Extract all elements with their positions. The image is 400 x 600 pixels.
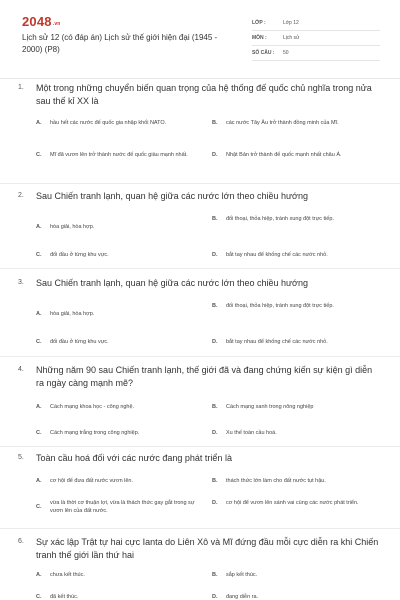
option-b[interactable] bbox=[212, 477, 382, 485]
option-text: đối thoại, thỏa hiệp, tránh xung đột trực tiếp. bbox=[226, 302, 334, 309]
option-a[interactable] bbox=[36, 310, 206, 318]
option-text: Nhật Bản trở thành đế quốc mạnh nhất châu Á. bbox=[226, 152, 342, 158]
option-text: chưa kết thúc. bbox=[50, 572, 85, 578]
meta-row-count bbox=[252, 46, 380, 61]
question-number: 1. bbox=[18, 84, 24, 91]
option-text: sắp kết thúc. bbox=[226, 572, 258, 578]
option-letter: C. bbox=[36, 152, 42, 158]
option-b[interactable] bbox=[212, 571, 382, 579]
question-divider bbox=[0, 356, 400, 357]
document-meta bbox=[252, 16, 380, 61]
option-text: hầu hết các nước đế quốc gia nhập khối NATO. bbox=[50, 120, 167, 126]
question-text: Một trong những chuyển biến quan trọng của hệ thống đế quốc chủ nghĩa trong nửa sau thế kỉ XX là bbox=[36, 83, 372, 106]
option-letter: A. bbox=[36, 120, 42, 126]
option-text: hòa giải, hòa hợp. bbox=[50, 223, 95, 230]
option-d[interactable] bbox=[212, 251, 382, 259]
option-text: cơ hội để đưa đất nước vươn lên. bbox=[50, 477, 134, 484]
logo-main: 2048 bbox=[22, 14, 52, 29]
option-text: hòa giải, hòa hợp. bbox=[50, 310, 95, 317]
option-c[interactable] bbox=[36, 429, 206, 437]
option-text: đối đầu ở từng khu vực. bbox=[50, 338, 109, 345]
option-c[interactable] bbox=[36, 593, 206, 600]
option-a[interactable] bbox=[36, 477, 206, 485]
option-letter: D. bbox=[212, 430, 218, 436]
question-number: 5. bbox=[18, 454, 24, 461]
option-text: đang diễn ra. bbox=[226, 594, 259, 600]
option-b[interactable] bbox=[212, 403, 382, 411]
option-text: Cách mạng trắng trong công nghiệp. bbox=[50, 430, 140, 436]
option-letter: B. bbox=[212, 404, 218, 410]
option-letter: D. bbox=[212, 594, 218, 600]
meta-row-subject bbox=[252, 31, 380, 46]
option-letter: A. bbox=[36, 310, 42, 317]
option-text: cơ hội để vươn lên sánh vai cùng các nước phát triển. bbox=[226, 499, 359, 506]
option-letter: C. bbox=[36, 594, 42, 600]
option-a[interactable] bbox=[36, 571, 206, 579]
question-text: Toàn cầu hoá đối với các nước đang phát triển là bbox=[36, 453, 232, 463]
header-divider bbox=[0, 78, 400, 79]
option-text: Mĩ đã vươn lên trở thành nước đế quốc giàu mạnh nhất. bbox=[50, 152, 188, 158]
meta-label: SỐ CÂU : bbox=[252, 50, 275, 56]
question-number: 4. bbox=[18, 366, 24, 373]
option-letter: D. bbox=[212, 251, 218, 258]
option-text: Xu thế toàn cầu hoá. bbox=[226, 430, 277, 436]
option-d[interactable] bbox=[212, 338, 382, 346]
option-text: vừa là thời cơ thuận lợi, vừa là thách thức gay gắt trong sự vươn lên của đất nước. bbox=[50, 499, 195, 514]
option-letter: C. bbox=[36, 430, 42, 436]
option-c[interactable] bbox=[36, 338, 206, 346]
option-letter: B. bbox=[212, 302, 218, 309]
question-number: 2. bbox=[18, 192, 24, 199]
option-letter: B. bbox=[212, 120, 218, 126]
option-text: các nước Tây Âu trở thành đồng minh của Mĩ. bbox=[226, 120, 339, 126]
meta-label: MÔN : bbox=[252, 35, 267, 41]
option-b[interactable] bbox=[212, 302, 382, 310]
option-d[interactable] bbox=[212, 593, 382, 600]
option-text: Cách mạng xanh trong nông nghiệp bbox=[226, 404, 314, 410]
option-text: Cách mạng khoa học - công nghệ. bbox=[50, 404, 135, 410]
option-b[interactable] bbox=[212, 215, 382, 223]
question-number: 3. bbox=[18, 279, 24, 286]
question-6 bbox=[18, 536, 382, 600]
question-text: Sau Chiến tranh lạnh, quan hệ giữa các nước lớn theo chiều hướng bbox=[36, 278, 308, 288]
option-a[interactable] bbox=[36, 119, 206, 127]
question-text: Sự xác lập Trật tự hai cực Ianta do Liên Xô và Mĩ đứng đầu mỗi cực diễn ra khi Chiến tranh thế giới lần thứ hai bbox=[36, 537, 379, 560]
option-letter: A. bbox=[36, 404, 42, 410]
meta-value: Lịch sử bbox=[283, 35, 300, 41]
option-text: bắt tay nhau để khống chế các nước nhỏ. bbox=[226, 338, 328, 345]
meta-label: LỚP : bbox=[252, 20, 266, 26]
document-title: Lịch sử 12 (có đáp án) Lịch sử thế giới hiện đại (1945 - 2000) (P8) bbox=[22, 33, 218, 54]
option-letter: D. bbox=[212, 152, 218, 158]
question-divider bbox=[0, 446, 400, 447]
question-text: Sau Chiến tranh lạnh, quan hệ giữa các nước lớn theo chiều hướng bbox=[36, 191, 308, 201]
option-c[interactable] bbox=[36, 251, 206, 259]
option-letter: B. bbox=[212, 572, 218, 578]
option-letter: A. bbox=[36, 477, 42, 484]
meta-row-class bbox=[252, 16, 380, 31]
option-c[interactable] bbox=[36, 151, 206, 159]
document-header bbox=[0, 0, 400, 78]
option-a[interactable] bbox=[36, 403, 206, 411]
option-letter: A. bbox=[36, 572, 42, 578]
meta-value: Lớp 12 bbox=[283, 20, 299, 26]
option-letter: B. bbox=[212, 477, 218, 484]
question-divider bbox=[0, 268, 400, 269]
question-3 bbox=[18, 277, 382, 352]
option-text: thách thức lớn làm cho đất nước tụt hậu. bbox=[226, 477, 326, 484]
question-text: Những năm 90 sau Chiến tranh lạnh, thế giới đã và đang chứng kiến sự kiện gì diễn ra ngày càng mạnh mẽ? bbox=[36, 365, 373, 388]
question-1 bbox=[18, 82, 382, 177]
option-letter: A. bbox=[36, 223, 42, 230]
option-letter: C. bbox=[36, 251, 42, 258]
site-logo[interactable] bbox=[22, 14, 61, 29]
option-letter: D. bbox=[212, 338, 218, 345]
question-4 bbox=[18, 364, 382, 445]
option-text: đã kết thúc. bbox=[50, 594, 79, 600]
option-letter: C. bbox=[36, 503, 42, 510]
option-d[interactable] bbox=[212, 429, 382, 437]
logo-suffix: .vn bbox=[52, 21, 61, 27]
option-d[interactable] bbox=[212, 151, 382, 159]
question-divider bbox=[0, 183, 400, 184]
option-letter: D. bbox=[212, 499, 218, 506]
option-d[interactable] bbox=[212, 499, 382, 507]
option-letter: C. bbox=[36, 338, 42, 345]
option-text: đối đầu ở từng khu vực. bbox=[50, 251, 109, 258]
option-text: bắt tay nhau để khống chế các nước nhỏ. bbox=[226, 251, 328, 258]
question-divider bbox=[0, 528, 400, 529]
question-2 bbox=[18, 190, 382, 265]
option-b[interactable] bbox=[212, 119, 382, 127]
option-letter: B. bbox=[212, 215, 218, 222]
meta-value: 50 bbox=[283, 50, 289, 56]
option-a[interactable] bbox=[36, 223, 206, 231]
question-5 bbox=[18, 452, 382, 529]
option-c[interactable] bbox=[36, 499, 206, 515]
option-text: đối thoại, thỏa hiệp, tránh xung đột trực tiếp. bbox=[226, 215, 334, 222]
question-number: 6. bbox=[18, 538, 24, 545]
